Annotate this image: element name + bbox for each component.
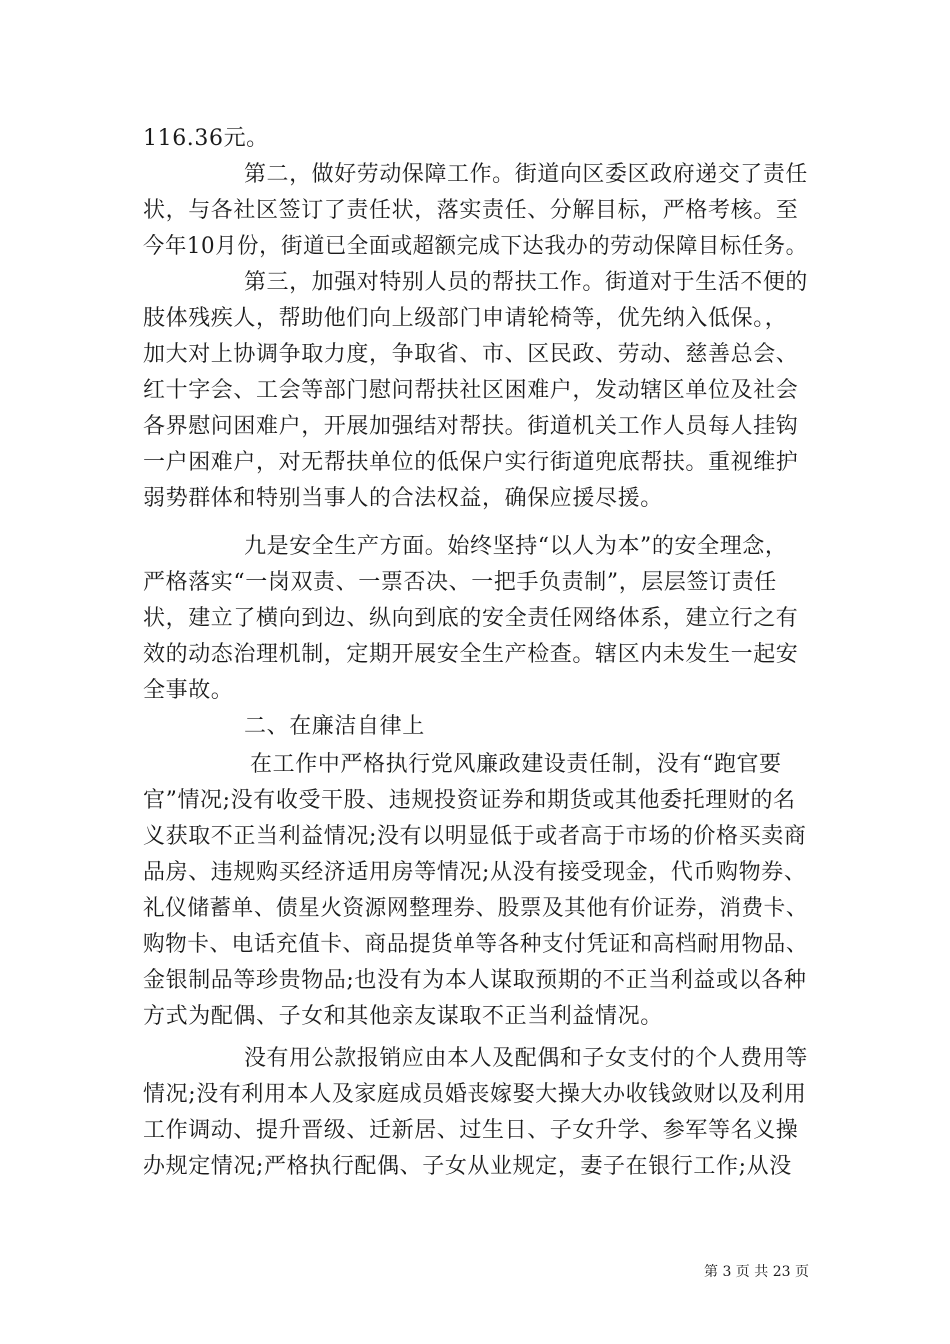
- text-line: 肢体残疾人，帮助他们向上级部门申请轮椅等，优先纳入低保。，: [143, 306, 788, 331]
- text-line: 弱势群体和特别当事人的合法权益，确保应援尽援。: [143, 486, 663, 511]
- text-line: 金银制品等珍贵物品;也没有为本人谋取预期的不正当利益或以各种: [143, 968, 807, 993]
- page-number: 第 3 页 共 23 页: [704, 1264, 809, 1280]
- text-line: 官”情况;没有收受干股、违规投资证券和期货或其他委托理财的名: [143, 788, 796, 813]
- paragraph-start: 第二，做好劳动保障工作。街道向区委区政府递交了责任: [244, 162, 808, 187]
- text-line: 方式为配偶、子女和其他亲友谋取不正当利益情况。: [143, 1004, 663, 1029]
- text-line: 今年10月份，街道已全面或超额完成下达我办的劳动保障目标任务。: [143, 234, 808, 259]
- text-line: 情况;没有利用本人及家庭成员婚丧嫁娶大操大办收钱敛财以及利用: [143, 1082, 807, 1107]
- paragraph-start: 九是安全生产方面。始终坚持“以人为本”的安全理念，: [244, 534, 788, 559]
- text-line: 严格落实“一岗双责、一票否决、一把手负责制”，层层签订责任: [143, 570, 777, 595]
- text-line: 加大对上协调争取力度，争取省、市、区民政、劳动、慈善总会、: [143, 342, 799, 367]
- text-line: 红十字会、工会等部门慰问帮扶社区困难户，发动辖区单位及社会: [143, 378, 799, 403]
- section-heading: 二、在廉洁自律上: [244, 714, 425, 739]
- text-line: 效的动态治理机制，定期开展安全生产检查。辖区内未发生一起安: [143, 642, 799, 667]
- text-line: 礼仪储蓄单、债星火资源网整理券、股票及其他有价证券，消费卡、: [143, 896, 808, 921]
- text-line: 义获取不正当利益情况;没有以明显低于或者高于市场的价格买卖商: [143, 824, 807, 849]
- paragraph-start: 没有用公款报销应由本人及配偶和子女支付的个人费用等: [244, 1046, 808, 1071]
- text-line: 各界慰问困难户，开展加强结对帮扶。街道机关工作人员每人挂钩: [143, 414, 799, 439]
- text-line: 状，建立了横向到边、纵向到底的安全责任网络体系，建立行之有: [143, 606, 799, 631]
- text-line: 一户困难户，对无帮扶单位的低保户实行街道兜底帮扶。重视维护: [143, 450, 799, 475]
- text-line: 办规定情况;严格执行配偶、子女从业规定，妻子在银行工作;从没: [143, 1154, 792, 1179]
- paragraph-start: 在工作中严格执行党风廉政建设责任制，没有“跑官要: [250, 752, 782, 777]
- text-line: 工作调动、提升晋级、迁新居、过生日、子女升学、参军等名义操: [143, 1118, 799, 1143]
- text-line: 购物卡、电话充值卡、商品提货单等各种支付凭证和高档耐用物品、: [143, 932, 808, 957]
- text-line: 状，与各社区签订了责任状，落实责任、分解目标，严格考核。至: [143, 198, 799, 223]
- text-line: 116.36元。: [143, 126, 269, 151]
- text-line: 全事故。: [143, 678, 234, 703]
- paragraph-start: 第三，加强对特别人员的帮扶工作。街道对于生活不便的: [244, 270, 808, 295]
- text-line: 品房、违规购买经济适用房等情况;从没有接受现金，代币购物券、: [143, 860, 807, 885]
